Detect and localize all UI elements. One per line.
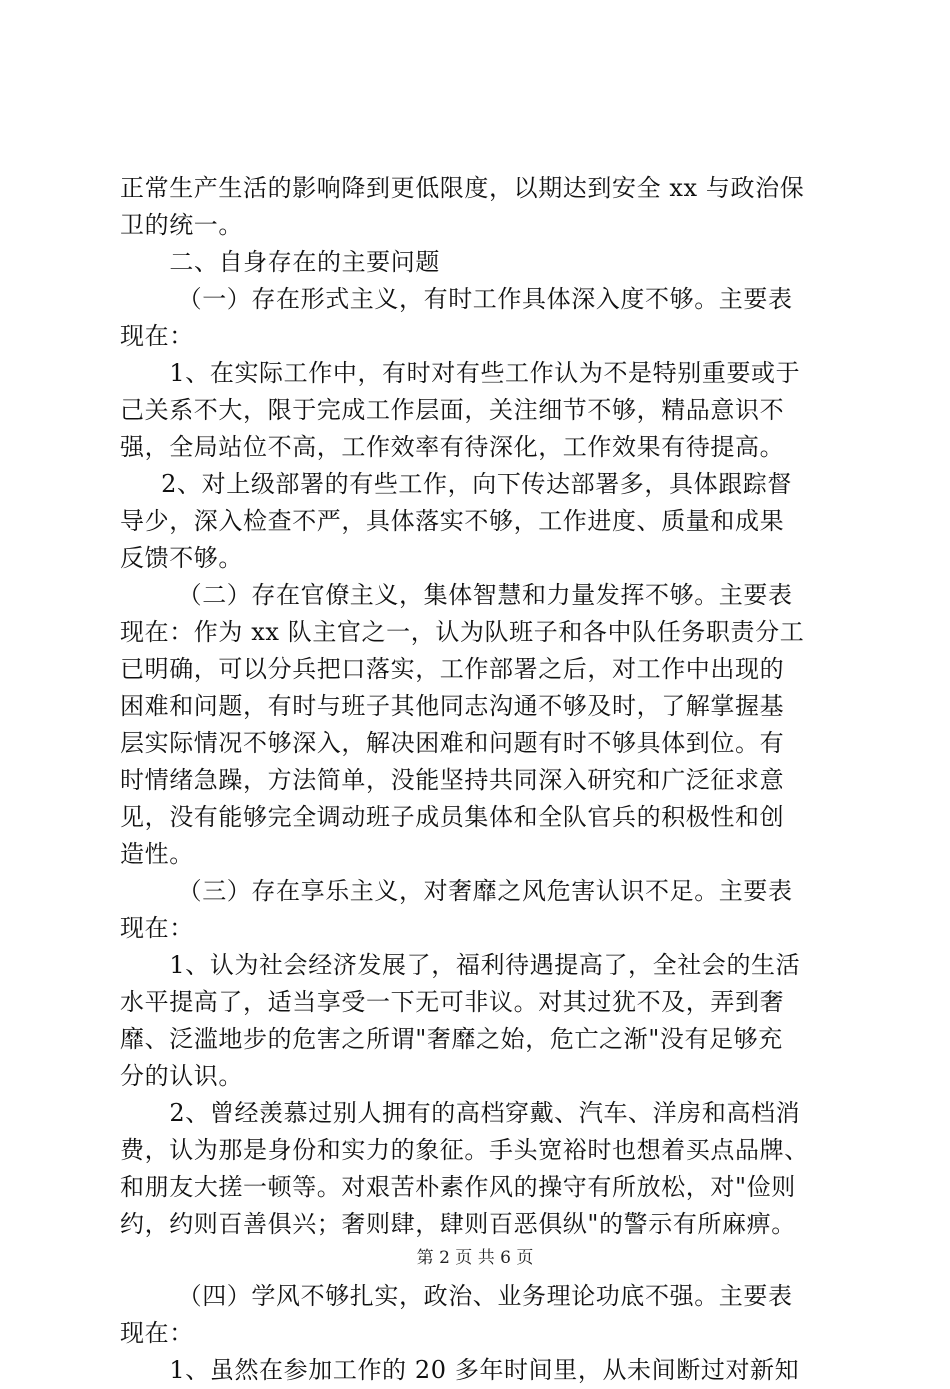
text-line: 1、在实际工作中，有时对有些工作认为不是特别重要或于 <box>120 359 801 387</box>
text-line: （一）存在形式主义，有时工作具体深入度不够。主要表 <box>120 285 793 313</box>
text-line: 现在： <box>120 322 194 350</box>
text-line: 强，全局站位不高，工作效率有待深化，工作效果有待提高。 <box>120 433 785 461</box>
text-line: 水平提高了，适当享受一下无可非议。对其过犹不及，弄到奢 <box>120 988 785 1016</box>
page-footer: 第 2 页 共 6 页 <box>416 1248 534 1268</box>
text-line: 现在： <box>120 914 194 942</box>
text-line: 己关系不大，限于完成工作层面，关注细节不够，精品意识不 <box>120 396 785 424</box>
text-line: 见，没有能够完全调动班子成员集体和全队官兵的积极性和创 <box>120 803 785 831</box>
text-line: （四）学风不够扎实，政治、业务理论功底不强。主要表 <box>120 1282 793 1310</box>
paragraph-block <box>120 1278 840 1389</box>
text-line: 和朋友大搓一顿等。对艰苦朴素作风的操守有所放松，对"俭则 <box>120 1173 796 1201</box>
text-line: 已明确，可以分兵把口落实，工作部署之后，对工作中出现的 <box>120 655 785 683</box>
text-line: 分的认识。 <box>120 1062 243 1090</box>
text-line: 靡、泛滥地步的危害之所谓"奢靡之始，危亡之渐"没有足够充 <box>120 1025 783 1053</box>
text-line: 卫的统一。 <box>120 211 243 239</box>
text-line: 造性。 <box>120 840 194 868</box>
text-line: （三）存在享乐主义，对奢靡之风危害认识不足。主要表 <box>120 877 793 905</box>
text-line: 反馈不够。 <box>120 544 243 572</box>
text-line: 时情绪急躁，方法简单，没能坚持共同深入研究和广泛征求意 <box>120 766 785 794</box>
text-line: 层实际情况不够深入，解决困难和问题有时不够具体到位。有 <box>120 729 785 757</box>
text-line: 2、曾经羡慕过别人拥有的高档穿戴、汽车、洋房和高档消 <box>120 1099 801 1127</box>
text-line: 现在： <box>120 1319 194 1347</box>
text-line: 正常生产生活的影响降到更低限度，以期达到安全 xx 与政治保 <box>120 174 805 202</box>
text-line: 困难和问题，有时与班子其他同志沟通不够及时，了解掌握基 <box>120 692 785 720</box>
text-line: （二）存在官僚主义，集体智慧和力量发挥不够。主要表 <box>120 581 793 609</box>
text-line: 费，认为那是身份和实力的象征。手头宽裕时也想着买点品牌、 <box>120 1136 809 1164</box>
text-line: 约，约则百善俱兴；奢则肆，肆则百恶俱纵"的警示有所麻痹。 <box>120 1210 796 1238</box>
text-line: 2、对上级部署的有些工作，向下传达部署多，具体跟踪督 <box>120 470 793 498</box>
text-line: 1、虽然在参加工作的 20 多年时间里，从未间断过对新知 <box>120 1356 800 1384</box>
paragraph-block <box>120 170 840 1243</box>
text-line: 二、自身存在的主要问题 <box>120 248 440 276</box>
text-line: 现在：作为 xx 队主官之一，认为队班子和各中队任务职责分工 <box>120 618 805 646</box>
text-line: 1、认为社会经济发展了，福利待遇提高了，全社会的生活 <box>120 951 801 979</box>
text-line: 导少，深入检查不严，具体落实不够，工作进度、质量和成果 <box>120 507 785 535</box>
document-body <box>120 170 840 1389</box>
